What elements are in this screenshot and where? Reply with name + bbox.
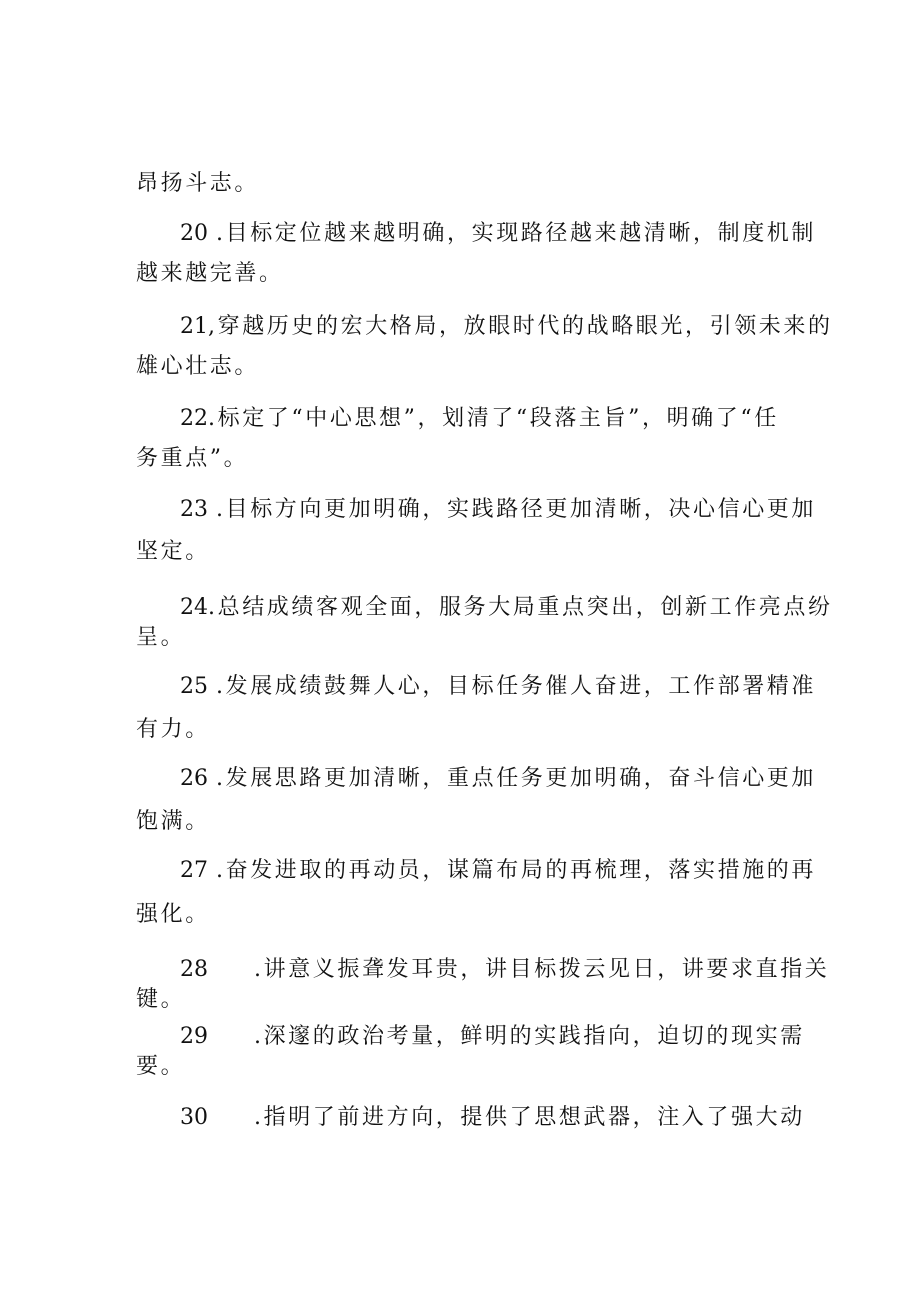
item-number: 22 <box>180 406 208 431</box>
item-text: .深邃的政治考量，鲜明的实践指向，迫切的现实需 <box>254 1024 805 1049</box>
list-item-23 <box>180 496 840 524</box>
item-text: .标定了“中心思想”，划清了“段落主旨”，明确了“任 <box>208 406 779 431</box>
line-text: 务重点”。 <box>136 446 249 471</box>
text-line <box>136 808 796 836</box>
list-item-30 <box>180 1104 840 1132</box>
item-number: 30 <box>180 1105 208 1130</box>
item-text: .讲意义振聋发耳贵，讲目标拨云见日，讲要求直指关 <box>254 957 830 982</box>
line-text: 强化。 <box>136 902 210 927</box>
item-number: 20 <box>180 221 208 246</box>
text-line <box>136 901 796 929</box>
text-line <box>136 716 796 744</box>
list-item-29 <box>180 1023 840 1051</box>
item-number: 26 <box>180 766 208 791</box>
text-line <box>136 1053 796 1081</box>
text-line <box>136 986 796 1014</box>
text-line <box>136 260 796 288</box>
text-line <box>136 445 796 473</box>
item-number: 25 <box>180 674 208 699</box>
line-text: 要。 <box>136 1054 186 1079</box>
item-number: 28 <box>180 957 208 982</box>
item-text: .发展思路更加清晰，重点任务更加明确，奋斗信心更加 <box>216 766 816 791</box>
list-item-26 <box>180 765 840 793</box>
item-text: .指明了前进方向，提供了思想武器，注入了强大动 <box>254 1105 805 1130</box>
list-item-21 <box>180 313 840 341</box>
item-number: 21 <box>180 314 208 339</box>
text-line <box>136 624 796 652</box>
item-number: 27 <box>180 858 208 883</box>
line-text: 有力。 <box>136 717 210 742</box>
list-item-20 <box>180 220 840 248</box>
line-text: 坚定。 <box>136 539 210 564</box>
list-item-22 <box>180 405 840 433</box>
item-text: .目标定位越来越明确，实现路径越来越清晰，制度机制 <box>216 221 816 246</box>
line-text: 雄心壮志。 <box>136 354 260 379</box>
line-text: 键。 <box>136 987 186 1012</box>
text-line <box>136 170 796 198</box>
item-text: .总结成绩客观全面，服务大局重点突出，创新工作亮点纷 <box>208 595 833 620</box>
list-item-24 <box>180 594 840 622</box>
item-text: .目标方向更加明确，实践路径更加清晰，决心信心更加 <box>216 497 816 522</box>
line-text: 昂扬斗志。 <box>136 171 260 196</box>
line-text: 呈。 <box>136 625 186 650</box>
item-number: 23 <box>180 497 208 522</box>
line-text: 饱满。 <box>136 809 210 834</box>
item-text: ,穿越历史的宏大格局，放眼时代的战略眼光，引领未来的 <box>208 314 833 339</box>
list-item-25 <box>180 673 840 701</box>
item-number: 29 <box>180 1024 208 1049</box>
item-text: .奋发进取的再动员，谋篇布局的再梳理，落实措施的再 <box>216 858 816 883</box>
item-number: 24 <box>180 595 208 620</box>
text-line <box>136 538 796 566</box>
item-text: .发展成绩鼓舞人心，目标任务催人奋进，工作部署精准 <box>216 674 816 699</box>
list-item-28 <box>180 956 840 984</box>
line-text: 越来越完善。 <box>136 261 284 286</box>
list-item-27 <box>180 857 840 885</box>
text-line <box>136 353 796 381</box>
